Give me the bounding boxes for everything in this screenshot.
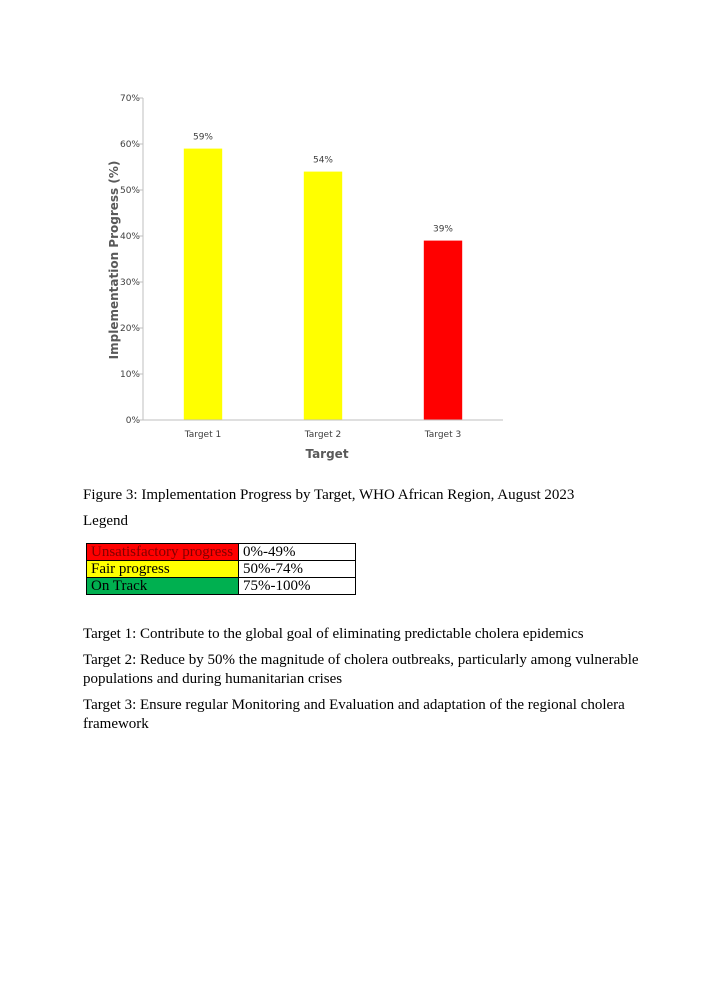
x-axis-ticks — [184, 430, 461, 440]
legend-range-on-track: 75%-100% — [239, 578, 356, 595]
data-label-1: 59% — [192, 132, 214, 143]
bars — [184, 133, 462, 420]
data-label-3: 39% — [432, 224, 454, 235]
target-2-description: Target 2: Reduce by 50% the magnitude of cholera outbreaks, particularly among vulnerable populations and during humanitarian crises — [83, 652, 639, 687]
x-tick-label: Target 2 — [304, 430, 342, 440]
bar-chart — [100, 88, 520, 466]
bar-3 — [424, 241, 462, 420]
y-tick-label: 10% — [119, 370, 140, 380]
figure-caption: Figure 3: Implementation Progress by Target, WHO African Region, August 2023 — [83, 487, 575, 503]
legend-table — [86, 543, 356, 595]
legend-range-fair: 50%-74% — [239, 561, 356, 578]
y-axis-title: Implementation Progress (%) — [107, 160, 121, 360]
legend-label-fair: Fair progress — [87, 561, 239, 578]
x-tick-label: Target 1 — [184, 430, 222, 440]
legend-row-fair — [87, 561, 356, 578]
y-tick-label: 40% — [119, 232, 140, 242]
target-1-description: Target 1: Contribute to the global goal of eliminating predictable cholera epidemics — [83, 626, 584, 642]
y-tick-label: 50% — [119, 186, 140, 196]
data-label-2: 54% — [312, 155, 334, 166]
legend-label-unsatisfactory: Unsatisfactory progress — [87, 544, 239, 561]
y-tick-label: 20% — [119, 324, 140, 334]
target-3-description: Target 3: Ensure regular Monitoring and Evaluation and adaptation of the regional cholera framework — [83, 697, 625, 732]
x-tick-label: Target 3 — [424, 430, 462, 440]
bar-2 — [304, 172, 342, 420]
legend-title: Legend — [83, 513, 128, 529]
y-tick-label: 70% — [119, 94, 140, 104]
bar-1 — [184, 149, 222, 420]
y-axis-ticks — [120, 94, 143, 426]
legend-label-on-track: On Track — [87, 578, 239, 595]
y-tick-label: 30% — [119, 278, 140, 288]
legend-range-unsatisfactory: 0%-49% — [239, 544, 356, 561]
legend-row-on-track — [87, 578, 356, 595]
legend-row-unsatisfactory — [87, 544, 356, 561]
y-tick-label: 0% — [125, 416, 140, 426]
y-tick-label: 60% — [119, 140, 140, 150]
x-axis-title: Target — [305, 447, 349, 461]
